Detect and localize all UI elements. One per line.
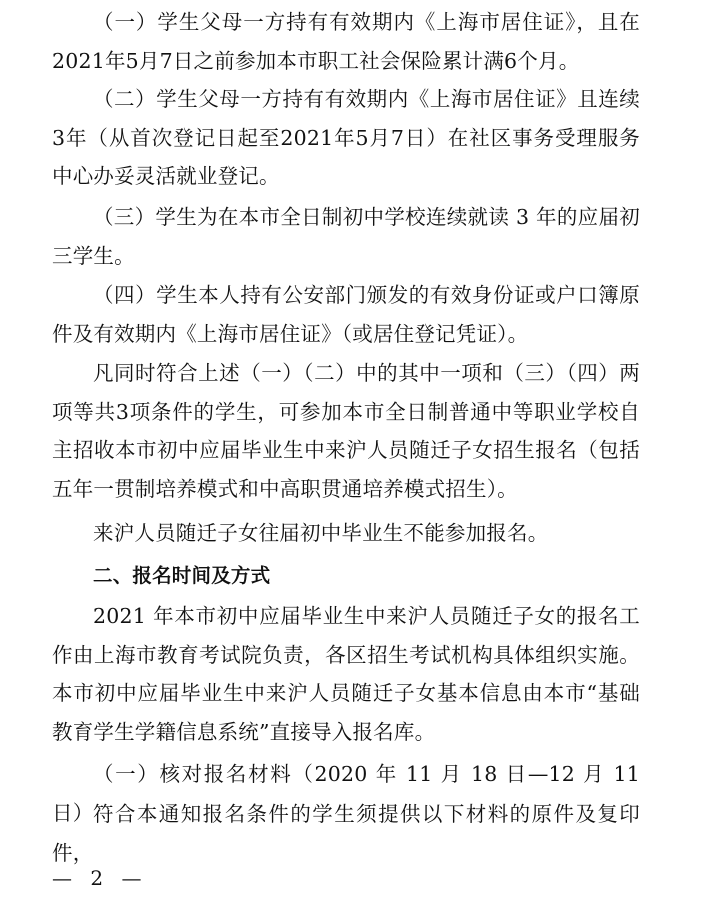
condition-2-paragraph: （二）学生父母一方持有有效期内《上海市居住证》且连续 3年（从首次登记日起至2021年5月7日）在社区事务受理服务中心办妥灵活就业登记。	[52, 87, 640, 188]
registration-paragraph: 2021 年本市初中应届毕业生中来沪人员随迁子女的报名工作由上海市教育考试院负责，各区招生考试机构具体组织实施。本市初中应届毕业生中来沪人员随迁子女基本信息由本市“基础教育学生学籍信息系统”直接导入报名库。	[52, 604, 640, 744]
subsection-heading: （一）核对报名材料（2020 年 11 月 18 日—12 月 11 日）	[52, 762, 640, 825]
eligibility-paragraph: 凡同时符合上述（一）（二）中的其中一项和（三）（四）两项等共3项条件的学生，可参加本市全日制普通中等职业学校自主招收本市初中应届毕业生中来沪人员随迁子女招生报名（包括五年一贯制培养模式和中高职贯通培养模式招生）。	[52, 361, 640, 501]
materials-paragraph: 符合本通知报名条件的学生须提供以下材料的原件及复印件，	[52, 802, 640, 865]
page-number: — 2 —	[52, 866, 148, 890]
condition-3-paragraph: （三）学生为在本市全日制初中学校连续就读 3 年的应届初三学生。	[52, 205, 640, 268]
condition-1-paragraph: （一）学生父母一方持有有效期内《上海市居住证》，且在 2021年5月7日之前参加本市职工社会保险累计满6个月。	[52, 10, 640, 73]
condition-4-paragraph: （四）学生本人持有公安部门颁发的有效身份证或户口簿原件及有效期内《上海市居住证》（或居住登记凭证）。	[52, 283, 640, 346]
exclusion-paragraph: 来沪人员随迁子女往届初中毕业生不能参加报名。	[93, 521, 549, 545]
section-heading: 二、报名时间及方式	[93, 564, 271, 587]
